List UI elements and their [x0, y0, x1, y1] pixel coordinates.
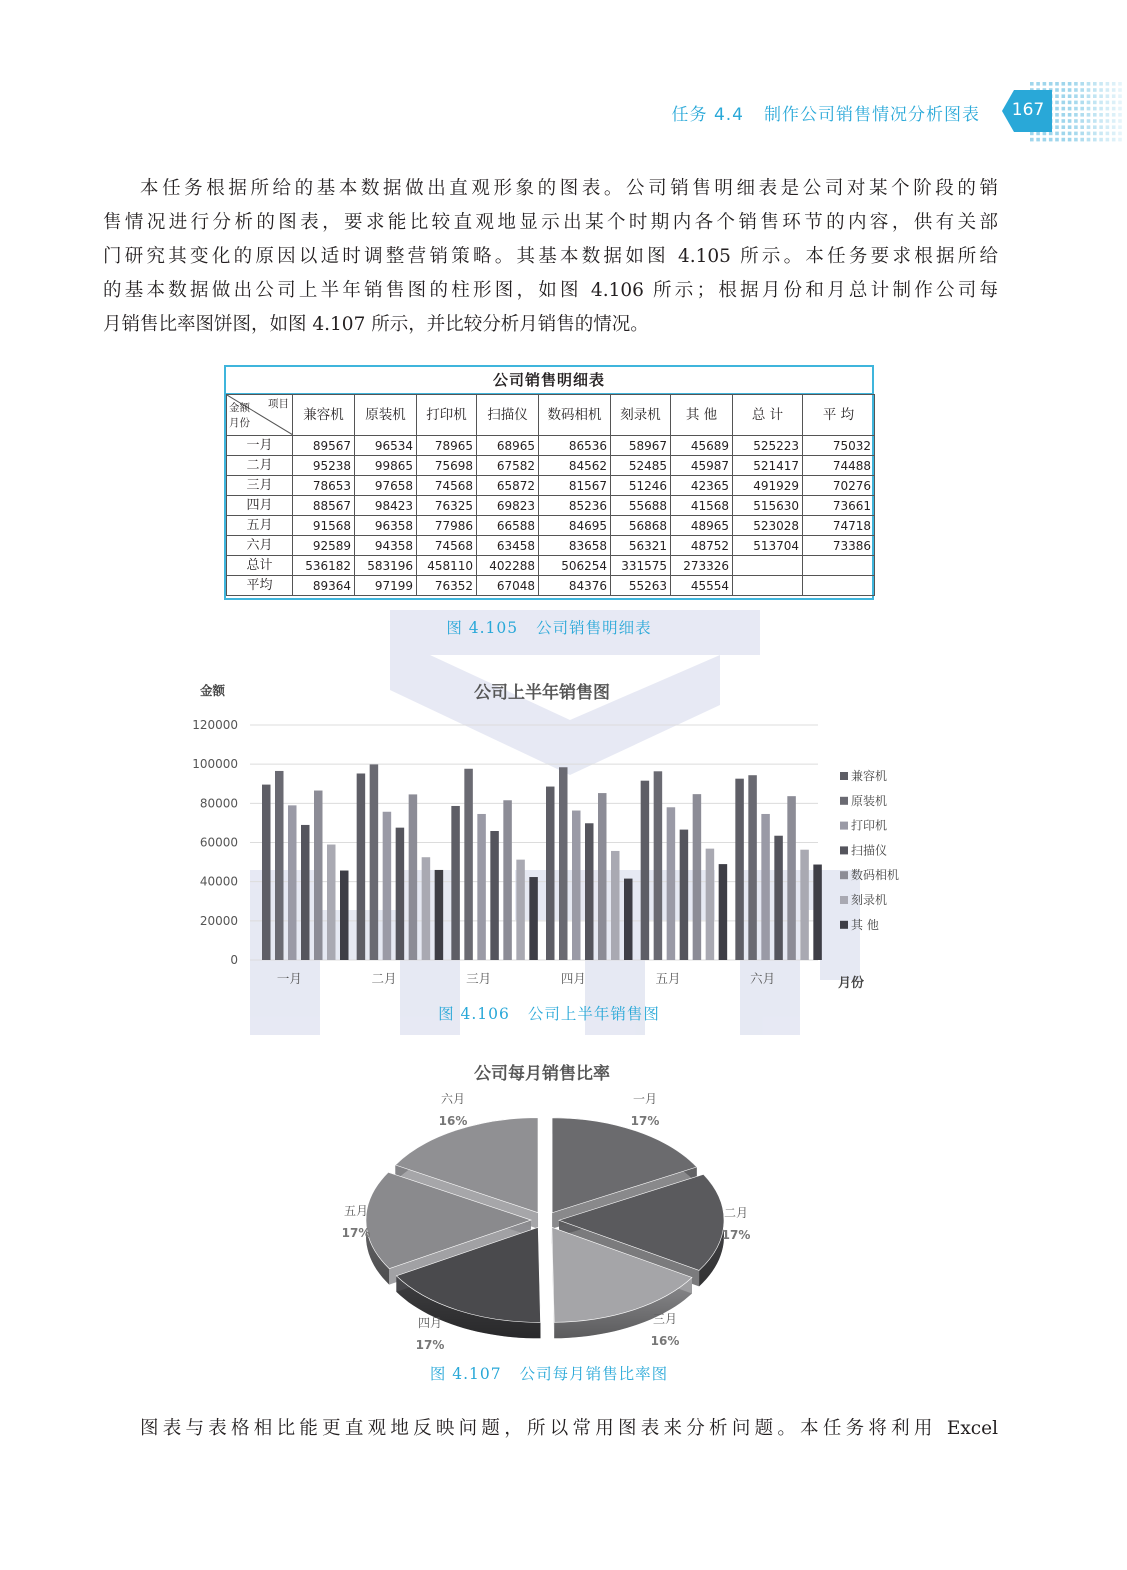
y-tick-label: 100000 — [192, 757, 238, 772]
x-tick-label: 三月 — [466, 971, 492, 986]
bar — [435, 870, 444, 960]
row-label: 总计 — [227, 556, 293, 576]
table-row — [227, 436, 875, 456]
y-tick-label: 0 — [230, 953, 238, 967]
table-cell: 86536 — [539, 436, 611, 456]
table-cell: 91568 — [293, 516, 355, 536]
table-cell — [803, 556, 875, 576]
table-cell: 89364 — [293, 576, 355, 596]
table-cell: 55688 — [611, 496, 671, 516]
table-cell: 73661 — [803, 496, 875, 516]
legend-swatch — [840, 896, 848, 904]
table-cell: 83658 — [539, 536, 611, 556]
bar — [800, 850, 809, 960]
legend-label: 原装机 — [851, 793, 888, 808]
pie-category-label: 四月 — [417, 1316, 443, 1330]
bar — [357, 773, 366, 960]
table-cell: 77986 — [417, 516, 477, 536]
table-cell: 98423 — [355, 496, 417, 516]
closing-line: 图表与表格相比能更直观地反映问题，所以常用图表来分析问题。本任务将利用 Excel — [140, 1418, 998, 1439]
bar — [693, 794, 702, 960]
column-header: 其 他 — [671, 395, 733, 436]
bar — [761, 814, 770, 960]
table-cell: 85236 — [539, 496, 611, 516]
bar — [680, 830, 689, 960]
table-cell: 65872 — [477, 476, 539, 496]
table-cell: 273326 — [671, 556, 733, 576]
table-cell: 97199 — [355, 576, 417, 596]
header-title: 制作公司销售情况分析图表 — [764, 105, 980, 125]
legend-label: 刻录机 — [851, 893, 888, 907]
intro-line: 月销售比率图饼图，如图 4.107 所示，并比较分析月销售的情况。 — [103, 314, 649, 335]
pie-percent-label: 17% — [630, 1114, 660, 1128]
table-cell: 523028 — [733, 516, 803, 536]
bar — [787, 796, 796, 960]
table-cell: 506254 — [539, 556, 611, 576]
table-cell: 402288 — [477, 556, 539, 576]
table-cell: 67048 — [477, 576, 539, 596]
table-cell: 48752 — [671, 536, 733, 556]
row-label: 一月 — [227, 436, 293, 456]
closing-paragraph — [103, 1412, 998, 1446]
monthly-sales-ratio-pie-chart — [300, 1055, 800, 1355]
table-cell: 76325 — [417, 496, 477, 516]
legend-label: 打印机 — [851, 818, 888, 833]
page-number: 167 — [1011, 100, 1045, 120]
bar — [422, 857, 431, 960]
bar — [464, 769, 473, 960]
table-cell: 513704 — [733, 536, 803, 556]
half-year-sales-bar-chart — [170, 670, 930, 1000]
bar — [383, 812, 392, 960]
y-tick-label: 40000 — [199, 874, 238, 889]
bar — [451, 806, 460, 960]
caption-fig-4-107 — [224, 1362, 874, 1384]
bar — [813, 865, 822, 960]
table-cell: 78653 — [293, 476, 355, 496]
table-cell — [733, 576, 803, 596]
sales-detail-table — [224, 365, 874, 600]
table-cell: 52485 — [611, 456, 671, 476]
running-header — [560, 100, 980, 125]
table-cell: 68965 — [477, 436, 539, 456]
pie-category-label: 六月 — [440, 1092, 466, 1106]
x-tick-label: 二月 — [371, 971, 397, 986]
table-cell: 74718 — [803, 516, 875, 536]
caption-fig-4-105 — [224, 616, 874, 638]
table-cell: 96534 — [355, 436, 417, 456]
bar — [314, 791, 323, 960]
table-cell: 583196 — [355, 556, 417, 576]
bar — [262, 785, 271, 960]
bar — [327, 845, 336, 960]
bar — [572, 811, 581, 960]
corner-cell — [227, 395, 293, 436]
row-label: 五月 — [227, 516, 293, 536]
bar — [275, 771, 284, 960]
bar — [396, 828, 405, 960]
table-row — [227, 476, 875, 496]
table-cell: 56321 — [611, 536, 671, 556]
table-cell: 55263 — [611, 576, 671, 596]
pie-chart-title: 公司每月销售比率 — [474, 1064, 610, 1084]
table-cell: 69823 — [477, 496, 539, 516]
caption-number: 图 4.105 — [446, 619, 519, 637]
table-cell: 536182 — [293, 556, 355, 576]
table-cell: 331575 — [611, 556, 671, 576]
column-header: 数码相机 — [539, 395, 611, 436]
table-cell — [803, 576, 875, 596]
table-cell: 45987 — [671, 456, 733, 476]
row-label: 四月 — [227, 496, 293, 516]
table-cell: 66588 — [477, 516, 539, 536]
column-header: 打印机 — [417, 395, 477, 436]
legend-swatch — [840, 822, 848, 830]
legend-label: 兼容机 — [851, 769, 888, 783]
table-cell: 81567 — [539, 476, 611, 496]
bar — [585, 823, 594, 960]
bar-chart-title: 公司上半年销售图 — [474, 683, 610, 703]
table-row — [227, 456, 875, 476]
bar — [774, 836, 783, 960]
x-axis-label: 月份 — [838, 976, 865, 991]
bar — [641, 781, 650, 960]
table-cell: 45554 — [671, 576, 733, 596]
legend-label: 扫描仪 — [851, 843, 888, 858]
header-task: 任务 4.4 — [671, 105, 744, 125]
y-tick-label: 20000 — [199, 913, 238, 928]
pie-category-label: 二月 — [723, 1206, 749, 1220]
table-cell: 84376 — [539, 576, 611, 596]
sales-table-grid — [226, 394, 875, 596]
table-cell: 41568 — [671, 496, 733, 516]
bar — [624, 879, 633, 960]
table-cell: 525223 — [733, 436, 803, 456]
table-cell: 63458 — [477, 536, 539, 556]
table-cell: 94358 — [355, 536, 417, 556]
caption-number: 图 4.106 — [438, 1005, 510, 1023]
caption-fig-4-106 — [224, 1002, 874, 1024]
caption-text: 公司销售明细表 — [536, 619, 652, 637]
table-cell: 76352 — [417, 576, 477, 596]
intro-paragraph — [103, 172, 998, 342]
bar — [301, 825, 310, 960]
caption-number: 图 4.107 — [429, 1365, 502, 1383]
intro-line: 售情况进行分析的图表，要求能比较直观地显示出某个时期内各个销售环节的内容，供有关部 — [103, 212, 998, 233]
x-tick-label: 六月 — [750, 971, 776, 986]
table-cell: 75698 — [417, 456, 477, 476]
table-cell: 42365 — [671, 476, 733, 496]
y-axis-label: 金额 — [200, 683, 226, 698]
table-cell: 51246 — [611, 476, 671, 496]
pie-percent-label: 17% — [341, 1226, 371, 1240]
y-tick-label: 120000 — [192, 718, 238, 732]
caption-text: 公司上半年销售图 — [527, 1005, 660, 1023]
bar — [490, 831, 499, 960]
legend-swatch — [840, 871, 848, 879]
y-tick-label: 60000 — [199, 835, 238, 850]
table-cell: 458110 — [417, 556, 477, 576]
table-cell: 58967 — [611, 436, 671, 456]
corner-item-label: 项目 — [268, 398, 289, 410]
intro-line: 的基本数据做出公司上半年销售图的柱形图，如图 4.106 所示；根据月份和月总计制作公司每 — [103, 280, 998, 301]
table-cell: 95238 — [293, 456, 355, 476]
table-cell: 48965 — [671, 516, 733, 536]
bar — [546, 787, 555, 960]
x-tick-label: 一月 — [276, 971, 302, 986]
legend-label: 其 他 — [851, 917, 879, 932]
table-row — [227, 536, 875, 556]
table-cell: 491929 — [733, 476, 803, 496]
column-header: 兼容机 — [293, 395, 355, 436]
column-header: 平 均 — [803, 395, 875, 436]
pie-category-label: 一月 — [632, 1092, 658, 1106]
table-cell: 45689 — [671, 436, 733, 456]
table-cell: 84562 — [539, 456, 611, 476]
bar — [516, 860, 525, 960]
table-cell: 74568 — [417, 476, 477, 496]
bar — [503, 800, 512, 960]
pie-percent-label: 17% — [721, 1228, 751, 1242]
table-row — [227, 496, 875, 516]
pie-percent-label: 16% — [650, 1334, 680, 1348]
caption-text: 公司每月销售比率图 — [519, 1365, 669, 1383]
table-cell: 74488 — [803, 456, 875, 476]
bar — [529, 877, 538, 960]
column-header: 扫描仪 — [477, 395, 539, 436]
table-cell: 89567 — [293, 436, 355, 456]
table-cell — [733, 556, 803, 576]
bar — [477, 814, 486, 960]
table-cell: 99865 — [355, 456, 417, 476]
x-tick-label: 五月 — [655, 971, 681, 986]
table-cell: 96358 — [355, 516, 417, 536]
bar — [735, 779, 744, 960]
legend-swatch — [840, 846, 848, 854]
pie-category-label: 三月 — [652, 1312, 678, 1326]
table-cell: 515630 — [733, 496, 803, 516]
table-cell: 74568 — [417, 536, 477, 556]
bar — [667, 807, 676, 960]
table-cell: 78965 — [417, 436, 477, 456]
column-header: 原装机 — [355, 395, 417, 436]
table-cell: 88567 — [293, 496, 355, 516]
bar — [340, 871, 349, 960]
x-tick-label: 四月 — [560, 971, 586, 986]
table-row — [227, 576, 875, 596]
pie-percent-label: 16% — [438, 1114, 468, 1128]
y-tick-label: 80000 — [199, 796, 238, 811]
pie-percent-label: 17% — [415, 1338, 445, 1352]
column-header: 刻录机 — [611, 395, 671, 436]
pie-category-label: 五月 — [343, 1204, 369, 1218]
table-row — [227, 516, 875, 536]
legend-swatch — [840, 921, 848, 929]
bar — [611, 851, 620, 960]
table-cell: 70276 — [803, 476, 875, 496]
legend-swatch — [840, 797, 848, 805]
corner-amount-label: 金额 — [229, 402, 250, 414]
row-label: 平均 — [227, 576, 293, 596]
legend-swatch — [840, 772, 848, 780]
table-row — [227, 556, 875, 576]
table-cell: 56868 — [611, 516, 671, 536]
bar — [719, 864, 728, 960]
corner-month-label: 月份 — [229, 417, 250, 429]
table-cell: 75032 — [803, 436, 875, 456]
bar — [370, 764, 379, 960]
bar — [409, 794, 418, 960]
row-label: 二月 — [227, 456, 293, 476]
table-cell: 84695 — [539, 516, 611, 536]
table-cell: 73386 — [803, 536, 875, 556]
bar — [748, 775, 757, 960]
bar — [288, 805, 297, 960]
bar — [654, 771, 663, 960]
row-label: 六月 — [227, 536, 293, 556]
table-header-row — [227, 395, 875, 436]
table-title: 公司销售明细表 — [226, 367, 872, 394]
legend-label: 数码相机 — [851, 868, 900, 883]
table-cell: 67582 — [477, 456, 539, 476]
intro-line: 本任务根据所给的基本数据做出直观形象的图表。公司销售明细表是公司对某个阶段的销 — [140, 178, 998, 199]
row-label: 三月 — [227, 476, 293, 496]
table-cell: 521417 — [733, 456, 803, 476]
column-header: 总 计 — [733, 395, 803, 436]
bar — [598, 793, 607, 960]
bar — [706, 849, 715, 960]
bar — [559, 767, 568, 960]
intro-line: 门研究其变化的原因以适时调整营销策略。其基本数据如图 4.105 所示。本任务要求根据所给 — [103, 246, 998, 267]
table-cell: 97658 — [355, 476, 417, 496]
table-cell: 92589 — [293, 536, 355, 556]
